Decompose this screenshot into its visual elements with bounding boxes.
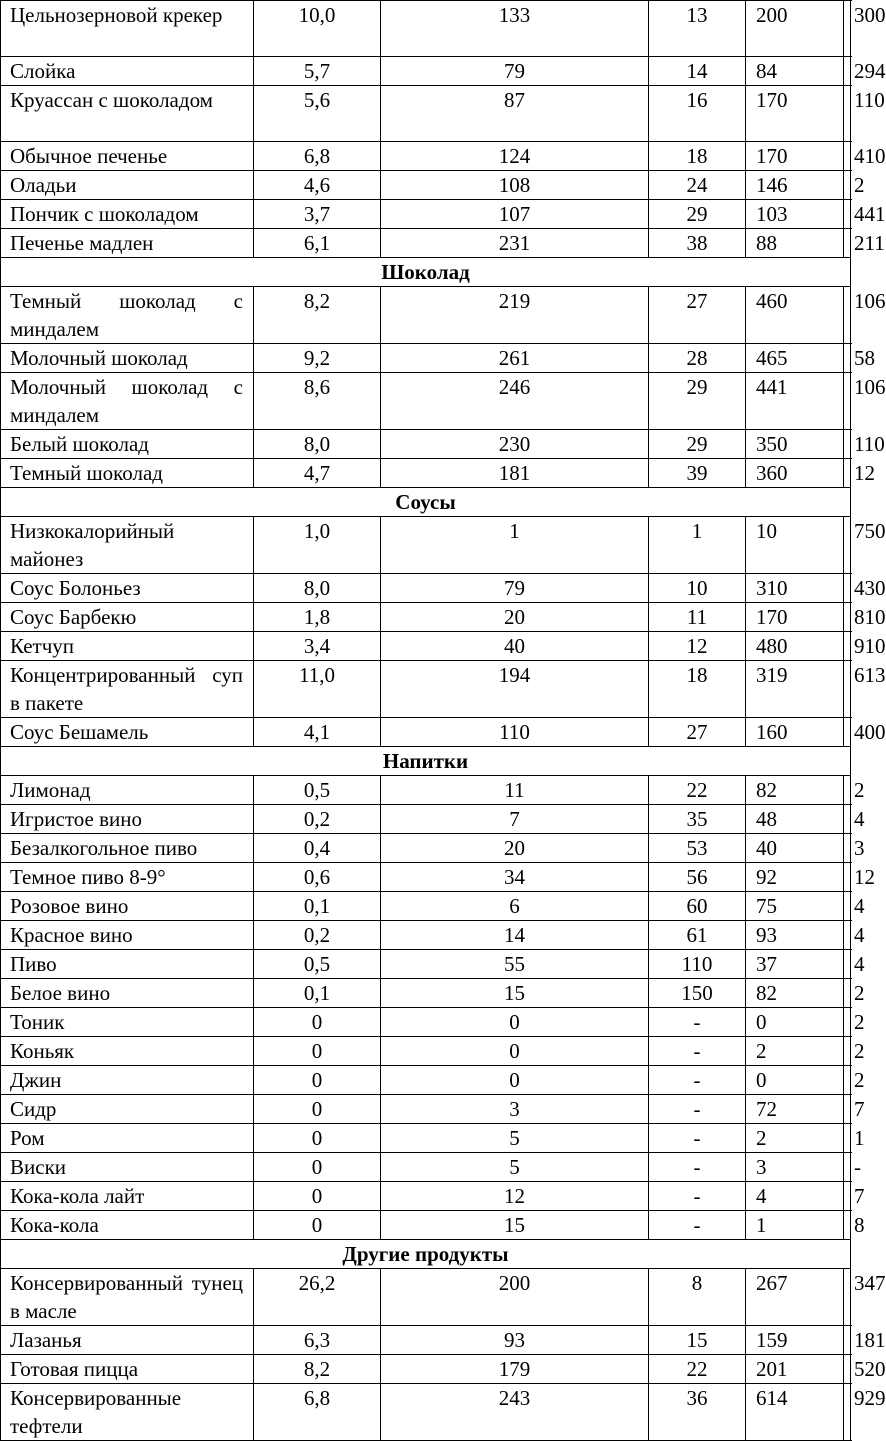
table-row [1,1153,851,1182]
value-cell-col2: 79 [381,57,649,86]
value-cell-col4: 37 [746,950,844,979]
product-name-cell: Низкокалорийный майонез [1,517,254,574]
value-cell-col4: 82 [746,979,844,1008]
value-cell-col4: 159 [746,1326,844,1355]
value-cell-col3: - [649,1211,746,1240]
value-cell-col3: 12 [649,632,746,661]
value-cell-col4: 10 [746,517,844,574]
value-cell-col4: 267 [746,1269,844,1326]
value-cell-col5: 110 [844,430,851,459]
value-cell-col3: - [649,1182,746,1211]
value-cell-col3: 1 [649,517,746,574]
product-name-cell: Оладьи [1,171,254,200]
product-name-cell: Красное вино [1,921,254,950]
value-cell-col1: 0,1 [254,979,381,1008]
value-cell-col4: 441 [746,373,844,430]
value-cell-col2: 7 [381,805,649,834]
value-cell-col2: 0 [381,1066,649,1095]
value-cell-col4: 310 [746,574,844,603]
value-cell-col1: 8,0 [254,430,381,459]
table-row [1,1,851,57]
value-cell-col1: 0 [254,1095,381,1124]
value-cell-col5: 4 [844,892,851,921]
value-cell-col1: 8,2 [254,1355,381,1384]
table-row [1,805,851,834]
value-cell-col1: 8,2 [254,287,381,344]
value-cell-col3: - [649,1066,746,1095]
value-cell-col3: 150 [649,979,746,1008]
value-cell-col4: 0 [746,1066,844,1095]
product-name-cell: Молочный шоколад [1,344,254,373]
value-cell-col5: 110 [844,86,851,142]
value-cell-col1: 1,8 [254,603,381,632]
value-cell-col2: 246 [381,373,649,430]
value-cell-col2: 107 [381,200,649,229]
table-row [1,603,851,632]
value-cell-col5: 181 [844,1326,851,1355]
value-cell-col5: 106 [844,287,851,344]
value-cell-col3: 28 [649,344,746,373]
table-row [1,86,851,142]
value-cell-col4: 72 [746,1095,844,1124]
value-cell-col1: 0 [254,1037,381,1066]
value-cell-col1: 3,7 [254,200,381,229]
value-cell-col1: 6,8 [254,1384,381,1441]
table-row [1,1269,851,1326]
value-cell-col4: 146 [746,171,844,200]
section-header-row [1,488,851,517]
product-name-cell: Соус Бешамель [1,718,254,747]
value-cell-col1: 6,1 [254,229,381,258]
product-name-cell: Концентрированный суп в пакете [1,661,254,718]
value-cell-col4: 92 [746,863,844,892]
product-name-cell: Печенье мадлен [1,229,254,258]
value-cell-col2: 231 [381,229,649,258]
value-cell-col3: 22 [649,776,746,805]
value-cell-col2: 93 [381,1326,649,1355]
value-cell-col4: 319 [746,661,844,718]
table-row [1,718,851,747]
value-cell-col4: 3 [746,1153,844,1182]
product-name-cell: Молочный шоколад с миндалем [1,373,254,430]
value-cell-col4: 2 [746,1037,844,1066]
product-name-cell: Игристое вино [1,805,254,834]
value-cell-col4: 4 [746,1182,844,1211]
product-name-cell: Лазанья [1,1326,254,1355]
product-name-cell: Слойка [1,57,254,86]
value-cell-col1: 11,0 [254,661,381,718]
value-cell-col2: 14 [381,921,649,950]
section-header-row [1,1240,851,1269]
product-name-cell: Джин [1,1066,254,1095]
value-cell-col3: 27 [649,718,746,747]
table-row [1,459,851,488]
product-name-cell: Розовое вино [1,892,254,921]
value-cell-col3: 24 [649,171,746,200]
table-row [1,57,851,86]
product-name-cell: Готовая пицца [1,1355,254,1384]
value-cell-col2: 179 [381,1355,649,1384]
value-cell-col3: 110 [649,950,746,979]
value-cell-col5: 4 [844,805,851,834]
value-cell-col2: 0 [381,1037,649,1066]
product-name-cell: Белое вино [1,979,254,1008]
value-cell-col1: 0,5 [254,950,381,979]
table-row [1,373,851,430]
value-cell-col1: 4,6 [254,171,381,200]
table-row [1,834,851,863]
table-row [1,1008,851,1037]
value-cell-col5: 106 [844,373,851,430]
table-row [1,171,851,200]
value-cell-col3: 29 [649,430,746,459]
value-cell-col3: 61 [649,921,746,950]
product-name-cell: Кетчуп [1,632,254,661]
value-cell-col2: 55 [381,950,649,979]
value-cell-col3: - [649,1124,746,1153]
value-cell-col5: 613 [844,661,851,718]
value-cell-col4: 84 [746,57,844,86]
value-cell-col2: 34 [381,863,649,892]
value-cell-col3: 27 [649,287,746,344]
value-cell-col3: 18 [649,661,746,718]
value-cell-col2: 108 [381,171,649,200]
value-cell-col2: 15 [381,979,649,1008]
value-cell-col1: 4,1 [254,718,381,747]
value-cell-col2: 1 [381,517,649,574]
product-name-cell: Ром [1,1124,254,1153]
value-cell-col2: 3 [381,1095,649,1124]
value-cell-col1: 0 [254,1066,381,1095]
product-name-cell: Круассан с шоколадом [1,86,254,142]
value-cell-col2: 0 [381,1008,649,1037]
table-row [1,430,851,459]
product-name-cell: Виски [1,1153,254,1182]
table-row [1,776,851,805]
section-header-row [1,747,851,776]
value-cell-col2: 194 [381,661,649,718]
table-row [1,1124,851,1153]
product-name-cell: Соус Болоньез [1,574,254,603]
value-cell-col3: 13 [649,1,746,57]
section-title: Соусы [1,488,851,517]
value-cell-col3: 39 [649,459,746,488]
value-cell-col2: 12 [381,1182,649,1211]
value-cell-col1: 0,1 [254,892,381,921]
value-cell-col5: 12 [844,863,851,892]
value-cell-col3: 60 [649,892,746,921]
value-cell-col2: 181 [381,459,649,488]
table-row [1,287,851,344]
value-cell-col1: 1,0 [254,517,381,574]
table-row [1,1355,851,1384]
value-cell-col5: 2 [844,1008,851,1037]
value-cell-col5: 810 [844,603,851,632]
value-cell-col1: 8,6 [254,373,381,430]
value-cell-col4: 75 [746,892,844,921]
value-cell-col2: 6 [381,892,649,921]
value-cell-col3: 10 [649,574,746,603]
product-name-cell: Пиво [1,950,254,979]
table-body [1,1,886,1441]
value-cell-col1: 0 [254,1182,381,1211]
value-cell-col3: 35 [649,805,746,834]
value-cell-col5: 929 [844,1384,851,1441]
value-cell-col4: 201 [746,1355,844,1384]
value-cell-col2: 133 [381,1,649,57]
value-cell-col3: 22 [649,1355,746,1384]
value-cell-col3: 53 [649,834,746,863]
value-cell-col4: 1 [746,1211,844,1240]
value-cell-col1: 0,5 [254,776,381,805]
value-cell-col2: 20 [381,603,649,632]
value-cell-col1: 26,2 [254,1269,381,1326]
value-cell-col4: 103 [746,200,844,229]
value-cell-col2: 261 [381,344,649,373]
product-name-cell: Обычное печенье [1,142,254,171]
value-cell-col4: 614 [746,1384,844,1441]
value-cell-col3: - [649,1037,746,1066]
product-name-cell: Сидр [1,1095,254,1124]
value-cell-col1: 0 [254,1153,381,1182]
value-cell-col4: 460 [746,287,844,344]
value-cell-col2: 230 [381,430,649,459]
section-title: Другие продукты [1,1240,851,1269]
value-cell-col3: - [649,1153,746,1182]
value-cell-col4: 465 [746,344,844,373]
product-name-cell: Тоник [1,1008,254,1037]
value-cell-col5: 4 [844,921,851,950]
value-cell-col4: 40 [746,834,844,863]
value-cell-col1: 0,2 [254,921,381,950]
value-cell-col5: 2 [844,776,851,805]
value-cell-col3: 11 [649,603,746,632]
product-name-cell: Консервированный тунец в масле [1,1269,254,1326]
value-cell-col3: 18 [649,142,746,171]
value-cell-col5: 400 [844,718,851,747]
value-cell-col5: 7 [844,1095,851,1124]
table-row [1,950,851,979]
value-cell-col2: 11 [381,776,649,805]
value-cell-col1: 6,8 [254,142,381,171]
value-cell-col1: 0 [254,1008,381,1037]
value-cell-col5: 7 [844,1182,851,1211]
value-cell-col2: 79 [381,574,649,603]
value-cell-col1: 0 [254,1211,381,1240]
product-name-cell: Темное пиво 8-9° [1,863,254,892]
table-row [1,1384,851,1441]
value-cell-col1: 0,6 [254,863,381,892]
table-row [1,229,851,258]
value-cell-col1: 0,2 [254,805,381,834]
value-cell-col2: 124 [381,142,649,171]
value-cell-col4: 160 [746,718,844,747]
value-cell-col3: 38 [649,229,746,258]
value-cell-col1: 4,7 [254,459,381,488]
value-cell-col1: 0,4 [254,834,381,863]
section-title: Напитки [1,747,851,776]
value-cell-col5: 520 [844,1355,851,1384]
value-cell-col1: 8,0 [254,574,381,603]
table-row [1,1326,851,1355]
product-name-cell: Темный шоколад [1,459,254,488]
value-cell-col4: 170 [746,86,844,142]
value-cell-col2: 200 [381,1269,649,1326]
value-cell-col5: 4 [844,950,851,979]
value-cell-col3: 29 [649,200,746,229]
table-row [1,142,851,171]
value-cell-col4: 0 [746,1008,844,1037]
table-row [1,979,851,1008]
table-row [1,1037,851,1066]
table-row [1,863,851,892]
value-cell-col3: 8 [649,1269,746,1326]
table-row [1,632,851,661]
value-cell-col3: - [649,1008,746,1037]
value-cell-col5: 410 [844,142,851,171]
value-cell-col2: 20 [381,834,649,863]
value-cell-col3: 56 [649,863,746,892]
value-cell-col5: 2 [844,1037,851,1066]
value-cell-col3: - [649,1095,746,1124]
table-row [1,1066,851,1095]
value-cell-col4: 82 [746,776,844,805]
table-row [1,574,851,603]
value-cell-col5: 12 [844,459,851,488]
value-cell-col5: 430 [844,574,851,603]
value-cell-col2: 5 [381,1153,649,1182]
table-row [1,200,851,229]
product-name-cell: Пончик с шоколадом [1,200,254,229]
value-cell-col4: 170 [746,603,844,632]
value-cell-col5: 300 [844,1,851,57]
value-cell-col1: 6,3 [254,1326,381,1355]
value-cell-col5: 2 [844,979,851,1008]
value-cell-col4: 88 [746,229,844,258]
value-cell-col1: 3,4 [254,632,381,661]
value-cell-col5: 1 [844,1124,851,1153]
section-header-row [1,258,851,287]
value-cell-col5: 750 [844,517,851,574]
table-row [1,1211,851,1240]
product-name-cell: Темный шоколад с миндалем [1,287,254,344]
product-name-cell: Цельнозерновой крекер [1,1,254,57]
product-name-cell: Белый шоколад [1,430,254,459]
value-cell-col5: 8 [844,1211,851,1240]
value-cell-col5: 58 [844,344,851,373]
value-cell-col2: 15 [381,1211,649,1240]
value-cell-col5: 347 [844,1269,851,1326]
value-cell-col2: 243 [381,1384,649,1441]
table-row [1,892,851,921]
value-cell-col4: 360 [746,459,844,488]
table-row [1,517,851,574]
table-row [1,1095,851,1124]
value-cell-col4: 350 [746,430,844,459]
value-cell-col4: 480 [746,632,844,661]
value-cell-col5: 3 [844,834,851,863]
table-row [1,1182,851,1211]
product-name-cell: Соус Барбекю [1,603,254,632]
value-cell-col4: 48 [746,805,844,834]
product-name-cell: Безалкогольное пиво [1,834,254,863]
value-cell-col3: 36 [649,1384,746,1441]
value-cell-col5: - [844,1153,851,1182]
value-cell-col2: 5 [381,1124,649,1153]
product-name-cell: Консервированные тефтели [1,1384,254,1441]
value-cell-col3: 14 [649,57,746,86]
value-cell-col3: 15 [649,1326,746,1355]
table-row [1,921,851,950]
value-cell-col4: 170 [746,142,844,171]
value-cell-col4: 200 [746,1,844,57]
value-cell-col2: 110 [381,718,649,747]
value-cell-col1: 5,7 [254,57,381,86]
product-name-cell: Кока-кола [1,1211,254,1240]
value-cell-col5: 211 [844,229,851,258]
value-cell-col1: 5,6 [254,86,381,142]
value-cell-col5: 2 [844,1066,851,1095]
value-cell-col3: 16 [649,86,746,142]
table-row [1,344,851,373]
value-cell-col4: 93 [746,921,844,950]
value-cell-col2: 40 [381,632,649,661]
value-cell-col1: 0 [254,1124,381,1153]
value-cell-col5: 294 [844,57,851,86]
value-cell-col3: 29 [649,373,746,430]
table-row [1,661,851,718]
value-cell-col1: 10,0 [254,1,381,57]
value-cell-col4: 2 [746,1124,844,1153]
value-cell-col5: 441 [844,200,851,229]
value-cell-col5: 910 [844,632,851,661]
value-cell-col2: 87 [381,86,649,142]
value-cell-col1: 9,2 [254,344,381,373]
product-name-cell: Кока-кола лайт [1,1182,254,1211]
product-name-cell: Лимонад [1,776,254,805]
section-title: Шоколад [1,258,851,287]
value-cell-col2: 219 [381,287,649,344]
value-cell-col5: 2 [844,171,851,200]
product-name-cell: Коньяк [1,1037,254,1066]
